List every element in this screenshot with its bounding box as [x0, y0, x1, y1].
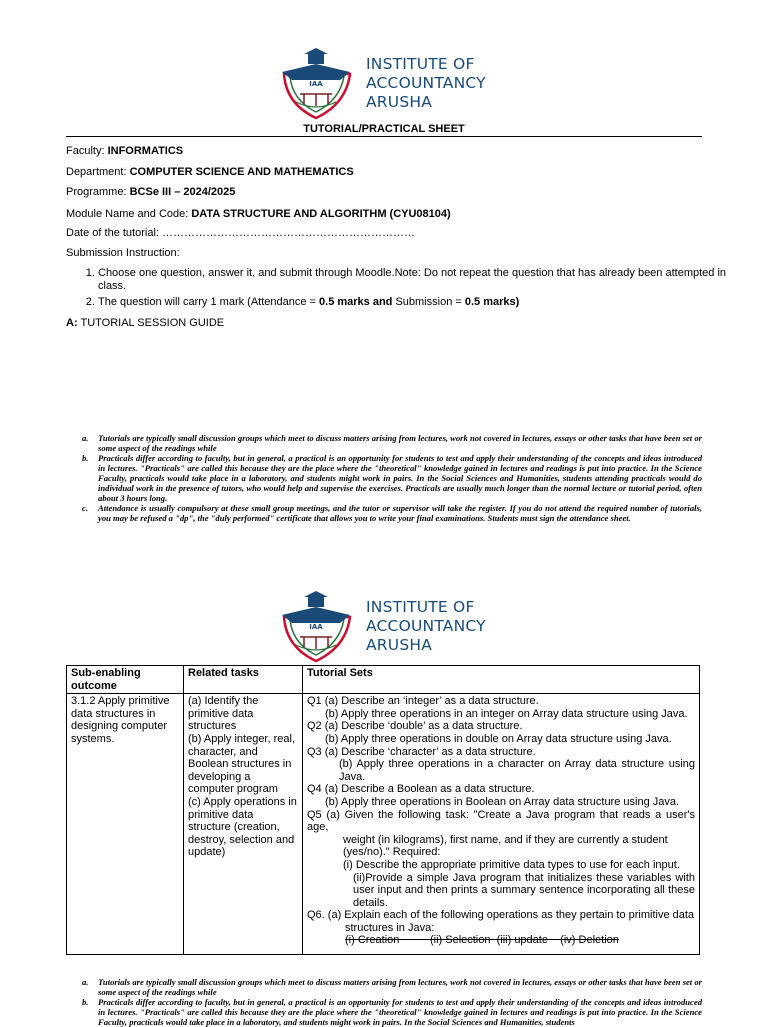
footnote-letter: b.	[82, 453, 89, 463]
emblem-text: IAA	[309, 80, 323, 88]
q5b: weight (in kilograms), first name, and if they are currently a student (yes/no)." Required:	[343, 833, 668, 859]
task-a: (a) Identify the primitive data structures	[188, 695, 259, 733]
emblem-icon	[278, 589, 358, 665]
title-divider	[66, 136, 702, 137]
brand-name	[366, 598, 486, 655]
header-sub-enabling-outcome: Sub-enabling outcome	[67, 666, 184, 694]
header-tutorial-sets: Tutorial Sets	[303, 666, 700, 694]
footnote-c	[82, 503, 702, 523]
footnote-letter: a.	[82, 433, 89, 443]
instruction-text: The question will carry 1 mark (Attendance =	[98, 296, 320, 308]
tasks-cell	[184, 694, 303, 955]
footnote-text: Tutorials are typically small discussion groups which meet to discuss matters arising from lectures, work not covered in lectures, essays or other tasks that have been set or some aspect of the readings while	[98, 977, 702, 997]
programme-label: Programme:	[66, 186, 127, 198]
department-value: COMPUTER SCIENCE AND MATHEMATICS	[129, 166, 354, 178]
q2a: Q2 (a) Describe ‘double’ as a data structure.	[307, 720, 523, 733]
instruction-text: Submission =	[392, 296, 465, 308]
module-label: Module Name and Code:	[66, 208, 189, 220]
faculty-label: Faculty:	[66, 145, 105, 157]
instruction-item-2	[98, 296, 728, 309]
module-line	[66, 208, 451, 220]
brand-line-2: ACCOUNTANCY	[366, 74, 486, 92]
instruction-emph: 0.5 marks and	[319, 296, 393, 308]
footnote-text: Practicals differ according to faculty, but in general, a practical is an opportunity for students to test and apply their understanding of the concepts and ideas introduced in lectures. "Practicals" are called this because they are the place where the "theoretical" knowledge gained in lectures and readings is put into practice. In the Science Faculty, practicals would take place in a laboratory, and students might work in pairs. In the Social Sciences and Humanities, students attending practicals would do individual work in the presence of tutors, who would help and supervise the exercises. Practicals are usually much longer than the normal lecture or tutorial period, often about 3 hours long.	[98, 453, 702, 503]
footnote-a	[82, 977, 702, 997]
instruction-emph: 0.5 marks)	[464, 296, 520, 308]
brand-line-2: ACCOUNTANCY	[366, 617, 486, 635]
footnote-text: Practicals differ according to faculty, but in general, a practical is an opportunity for students to test and apply their understanding of the concepts and ideas introduced in lectures. "Practicals" are called this because they are the place where the "theoretical" knowledge gained in lectures and readings is put into practice. In the Science Faculty, practicals would take place in a laboratory, and students might work in pairs. In the Social Sciences and Humanities, students	[98, 997, 702, 1027]
brand-line-1: INSTITUTE OF	[366, 598, 475, 616]
header-related-tasks: Related tasks	[184, 666, 303, 694]
footnote-a	[82, 433, 702, 453]
q3a: Q3 (a) Describe ‘character’ as a data structure.	[307, 745, 536, 758]
section-a-text: TUTORIAL SESSION GUIDE	[80, 317, 225, 329]
brand-line-3: ARUSHA	[366, 636, 433, 654]
date-value: ……………………………………………………………	[162, 227, 416, 239]
emblem-text: IAA	[309, 623, 323, 631]
date-line	[66, 227, 415, 239]
q4a: Q4 (a) Describe a Boolean as a data structure.	[307, 783, 535, 796]
table-header-row	[67, 666, 700, 694]
brand-line-1: INSTITUTE OF	[366, 55, 475, 73]
brand-name	[366, 55, 486, 112]
department-label: Department:	[66, 166, 127, 178]
task-b: (b) Apply integer, real, character, and Boolean structures in developing a computer program	[188, 732, 296, 796]
q2b: (b) Apply three operations in double on Array data structure using Java.	[325, 732, 672, 745]
outcome-cell: 3.1.2 Apply primitive data structures in designing computer systems.	[67, 694, 184, 955]
task-c: (c) Apply operations in primitive data structure (creation, destroy, selection and update)	[188, 795, 297, 859]
q5a: Q5 (a) Given the following task: "Create a Java program that reads a user's age,	[307, 808, 695, 834]
q6a: Q6. (a) Explain each of the following operations as they pertain to primitive data	[307, 909, 695, 922]
institute-logo	[278, 46, 488, 122]
programme-line	[66, 186, 235, 198]
q1b: (b) Apply three operations in an integer on Array data structure using Java.	[325, 707, 688, 720]
footnote-text: Attendance is usually compulsory at these small group meetings, and the tutor or supervisor will take the register. If you do not attend the required number of tutorials, you may be refused a "dp", the "duly performed" certificate that allows you to write your final examinations. Students must sign the attendance sheet.	[98, 503, 702, 523]
module-value: DATA STRUCTURE AND ALGORITHM (CYU08104)	[191, 208, 451, 220]
footnote-letter: a.	[82, 977, 89, 987]
footnote-letter: b.	[82, 997, 89, 1007]
brand-line-3: ARUSHA	[366, 93, 433, 111]
section-a-label: A:	[66, 317, 78, 329]
institute-logo	[278, 589, 488, 665]
footnote-b	[82, 453, 702, 503]
q4b: (b) Apply three operations in Boolean on Array data structure using Java.	[325, 795, 680, 808]
q5d: (ii)Provide a simple Java program that initializes these variables with user input and then prints a summary sentence incorporating all these details.	[353, 871, 695, 909]
emblem-icon	[278, 46, 358, 122]
instruction-list	[66, 267, 728, 312]
programme-value: BCSe III – 2024/2025	[129, 186, 236, 198]
instruction-item-1: 1. Choose one question, answer it, and submit through Moodle.Note: Do not repeat the question that has already been attempted in class.	[98, 267, 728, 293]
submission-label: Submission Instruction:	[66, 247, 180, 259]
footnotes	[82, 433, 702, 523]
faculty-value: INFORMATICS	[107, 145, 184, 157]
department-line	[66, 166, 354, 178]
q5c: (i) Describe the appropriate primitive data types to use for each input.	[343, 858, 680, 871]
q3b: (b) Apply three operations in a character on Array data structure using Java.	[339, 758, 695, 783]
tutorial-table	[66, 665, 700, 955]
table-row	[67, 694, 700, 955]
footnote-b	[82, 997, 702, 1027]
footnote-text: Tutorials are typically small discussion groups which meet to discuss matters arising from lectures, work not covered in lectures, essays or other tasks that have been set or some aspect of the readings while	[98, 433, 702, 453]
footnotes-bottom	[82, 977, 702, 1027]
q6c: (i) Creation (ii) Selection (iii) update (iv) Deletion	[345, 934, 619, 947]
sheet-title: TUTORIAL/PRACTICAL SHEET	[303, 123, 465, 135]
q6b: structures in Java:	[345, 921, 435, 934]
footnote-letter: c.	[82, 503, 88, 513]
section-a-heading	[66, 317, 224, 329]
tutorial-sets-cell	[303, 694, 700, 955]
faculty-line	[66, 145, 183, 157]
date-label: Date of the tutorial:	[66, 227, 159, 239]
q1a: Q1 (a) Describe an ‘integer’ as a data structure.	[307, 695, 539, 708]
